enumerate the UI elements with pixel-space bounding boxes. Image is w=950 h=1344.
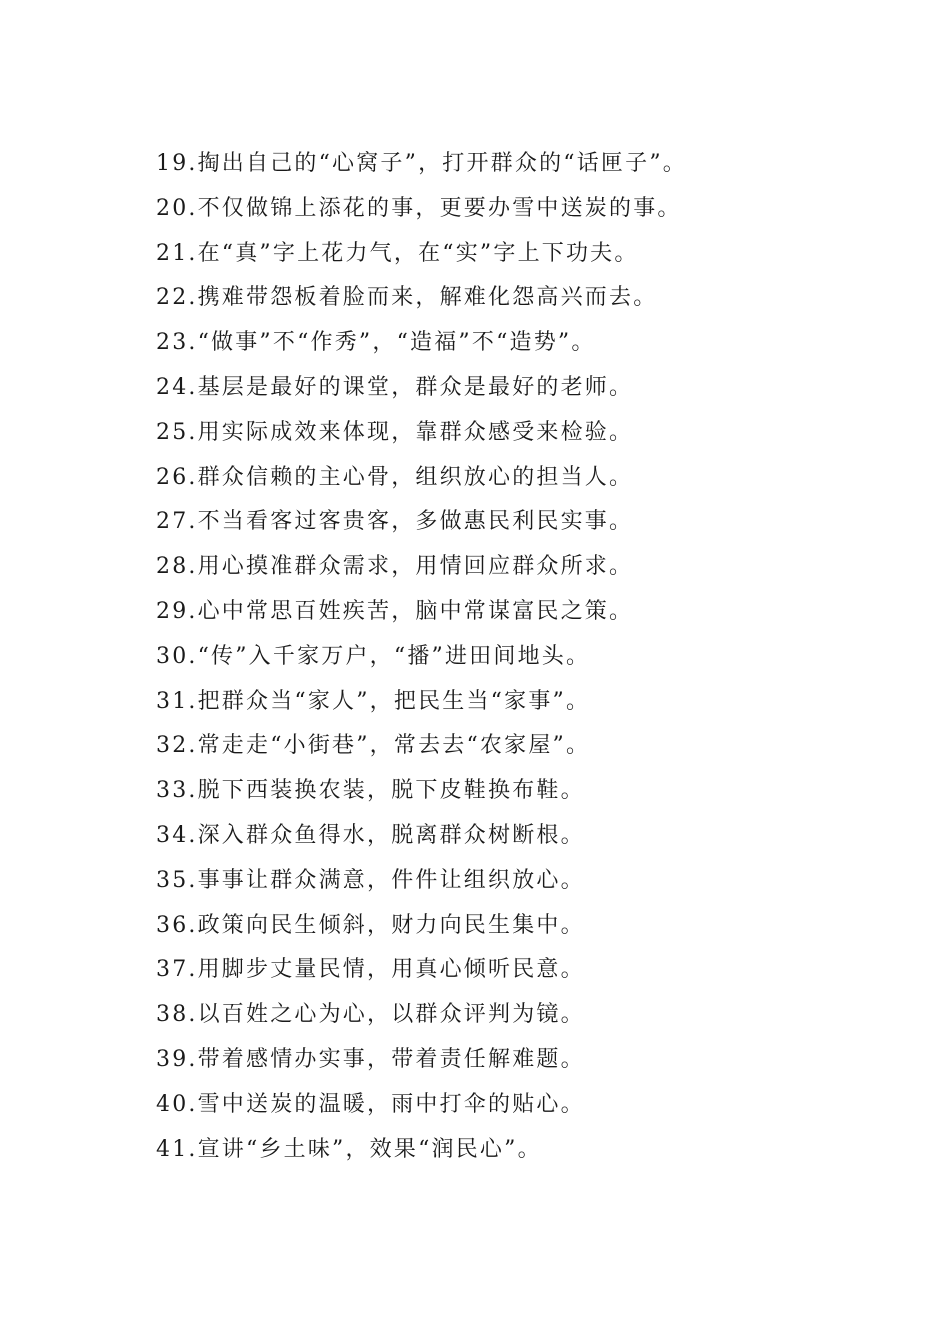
list-item: 24.基层是最好的课堂，群众是最好的老师。 [156, 374, 634, 400]
list-item: 34.深入群众鱼得水，脱离群众树断根。 [156, 822, 585, 848]
list-item: 19.掏出自己的“心窝子”，打开群众的“话匣子”。 [156, 151, 687, 176]
list-item: 23.“做事”不“作秀”，“造福”不“造势”。 [156, 330, 596, 356]
list-item: 36.政策向民生倾斜，财力向民生集中。 [156, 912, 585, 938]
list-item: 41.宣讲“乡土味”，效果“润民心”。 [156, 1136, 542, 1162]
list-item: 27.不当看客过客贵客，多做惠民利民实事。 [156, 509, 634, 535]
list-item: 25.用实际成效来体现，靠群众感受来检验。 [156, 419, 634, 445]
list-item: 39.带着感情办实事，带着责任解难题。 [156, 1046, 585, 1072]
list-item: 38.以百姓之心为心，以群众评判为镜。 [156, 1002, 585, 1028]
list-item: 26.群众信赖的主心骨，组织放心的担当人。 [156, 464, 634, 490]
list-item: 37.用脚步丈量民情，用真心倾听民意。 [156, 957, 585, 983]
list-item: 32.常走走“小街巷”，常去去“农家屋”。 [156, 733, 591, 759]
numbered-list [156, 142, 687, 1172]
list-item: 33.脱下西装换农装，脱下皮鞋换布鞋。 [156, 778, 585, 804]
list-item: 40.雪中送炭的温暖，雨中打伞的贴心。 [156, 1091, 585, 1117]
list-item: 35.事事让群众满意，件件让组织放心。 [156, 867, 585, 893]
list-item: 22.携难带怨板着脸而来，解难化怨高兴而去。 [156, 285, 658, 311]
list-item: 30.“传”入千家万户，“播”进田间地头。 [156, 643, 591, 669]
list-item: 28.用心摸准群众需求，用情回应群众所求。 [156, 554, 634, 580]
list-item: 31.把群众当“家人”，把民生当“家事”。 [156, 688, 591, 714]
list-item: 21.在“真”字上花力气，在“实”字上下功夫。 [156, 240, 639, 266]
list-item: 20.不仅做锦上添花的事，更要办雪中送炭的事。 [156, 195, 682, 221]
list-item: 29.心中常思百姓疾苦，脑中常谋富民之策。 [156, 598, 634, 624]
